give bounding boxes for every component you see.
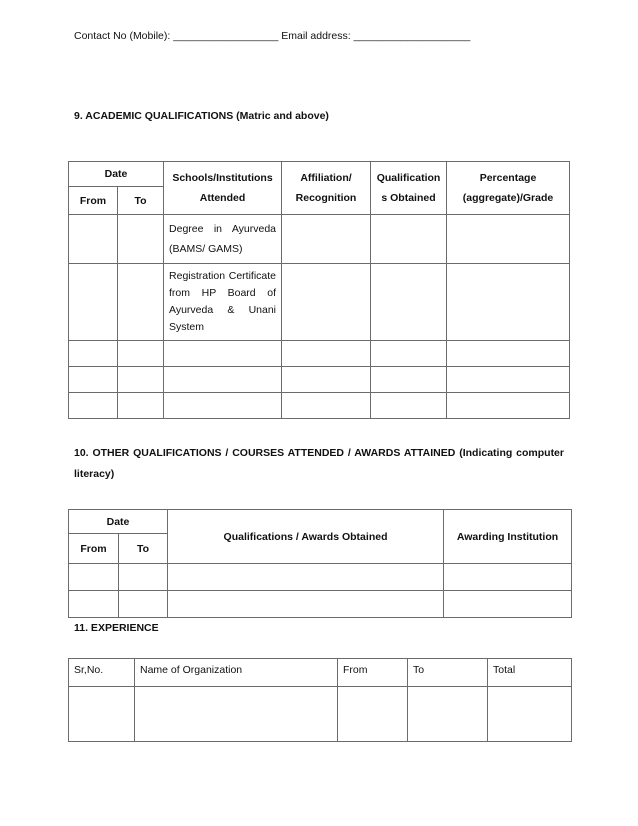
header-awarding: Awarding Institution — [444, 510, 572, 564]
cell-affiliation[interactable] — [282, 215, 371, 264]
academic-qualifications-table — [68, 161, 570, 419]
cell-schools-registration — [164, 264, 282, 341]
header-organization: Name of Organization — [135, 659, 338, 687]
cell-from[interactable] — [69, 591, 119, 618]
header-total: Total — [488, 659, 572, 687]
header-qualification — [371, 162, 447, 215]
header-affiliation-line2: Recognition — [295, 192, 357, 204]
cell-to[interactable] — [118, 341, 164, 367]
header-from: From — [69, 187, 118, 215]
cell-from[interactable] — [69, 264, 118, 341]
cell-to[interactable] — [408, 687, 488, 742]
experience-table — [68, 658, 572, 742]
header-schools — [164, 162, 282, 215]
cell-qualification[interactable] — [371, 367, 447, 393]
degree-line1: Degree in Ayurveda — [169, 223, 277, 235]
header-to: To — [118, 187, 164, 215]
cell-from[interactable] — [69, 367, 118, 393]
header-percentage-line2: (aggregate)/Grade — [462, 192, 554, 204]
table-row — [69, 687, 572, 742]
header-schools-line2: Attended — [199, 192, 246, 204]
cell-percentage[interactable] — [447, 215, 570, 264]
table-row — [69, 591, 572, 618]
cell-affiliation[interactable] — [282, 341, 371, 367]
header-from: From — [338, 659, 408, 687]
section11-heading: 11. EXPERIENCE — [74, 622, 159, 634]
section10-heading-line1: 10. OTHER QUALIFICATIONS / COURSES ATTENDED / AWARDS ATTAINED (Indicating computer — [74, 447, 564, 459]
registration-line3: Ayurveda & Unani — [169, 304, 277, 316]
header-qualification-line1: Qualification — [376, 172, 441, 184]
cell-percentage[interactable] — [447, 341, 570, 367]
cell-schools-degree — [164, 215, 282, 264]
cell-from[interactable] — [338, 687, 408, 742]
cell-from[interactable] — [69, 215, 118, 264]
header-srno: Sr,No. — [69, 659, 135, 687]
registration-line4: System — [169, 321, 205, 333]
header-schools-line1: Schools/Institutions — [172, 172, 273, 184]
cell-total[interactable] — [488, 687, 572, 742]
cell-organization[interactable] — [135, 687, 338, 742]
header-date: Date — [69, 510, 168, 534]
cell-affiliation[interactable] — [282, 367, 371, 393]
header-percentage — [447, 162, 570, 215]
cell-qualification[interactable] — [371, 341, 447, 367]
section10-heading — [74, 443, 564, 485]
header-qualification-line2: s Obtained — [381, 192, 436, 204]
cell-from[interactable] — [69, 393, 118, 419]
cell-awarding[interactable] — [444, 591, 572, 618]
registration-line1: Registration Certificate — [169, 270, 277, 282]
cell-qualification[interactable] — [371, 393, 447, 419]
cell-to[interactable] — [119, 591, 168, 618]
header-percentage-line1: Percentage — [479, 172, 537, 184]
cell-affiliation[interactable] — [282, 393, 371, 419]
cell-qualification[interactable] — [371, 264, 447, 341]
table-row — [69, 564, 572, 591]
header-affiliation — [282, 162, 371, 215]
cell-percentage[interactable] — [447, 264, 570, 341]
cell-to[interactable] — [118, 393, 164, 419]
table-row — [69, 264, 570, 341]
section10-heading-line2: literacy) — [74, 468, 115, 480]
table-row — [69, 367, 570, 393]
cell-from[interactable] — [69, 564, 119, 591]
cell-qualifications[interactable] — [168, 591, 444, 618]
cell-schools[interactable] — [164, 341, 282, 367]
cell-schools[interactable] — [164, 393, 282, 419]
cell-srno[interactable] — [69, 687, 135, 742]
cell-to[interactable] — [119, 564, 168, 591]
degree-line2: (BAMS/ GAMS) — [169, 243, 243, 255]
cell-awarding[interactable] — [444, 564, 572, 591]
contact-line: Contact No (Mobile): __________________ Email address: ____________________ — [74, 30, 471, 42]
table-row — [69, 215, 570, 264]
cell-schools[interactable] — [164, 367, 282, 393]
table-row — [69, 393, 570, 419]
section9-heading: 9. ACADEMIC QUALIFICATIONS (Matric and above) — [74, 110, 329, 122]
cell-from[interactable] — [69, 341, 118, 367]
cell-qualification[interactable] — [371, 215, 447, 264]
header-to: To — [119, 534, 168, 564]
header-from: From — [69, 534, 119, 564]
header-affiliation-line1: Affiliation/ — [300, 172, 352, 184]
cell-affiliation[interactable] — [282, 264, 371, 341]
cell-percentage[interactable] — [447, 393, 570, 419]
cell-to[interactable] — [118, 215, 164, 264]
cell-to[interactable] — [118, 367, 164, 393]
header-qualifications: Qualifications / Awards Obtained — [168, 510, 444, 564]
other-qualifications-table — [68, 509, 572, 618]
header-date: Date — [69, 162, 164, 187]
table-row — [69, 341, 570, 367]
cell-qualifications[interactable] — [168, 564, 444, 591]
cell-to[interactable] — [118, 264, 164, 341]
header-to: To — [408, 659, 488, 687]
cell-percentage[interactable] — [447, 367, 570, 393]
registration-line2: from HP Board of — [169, 287, 277, 299]
